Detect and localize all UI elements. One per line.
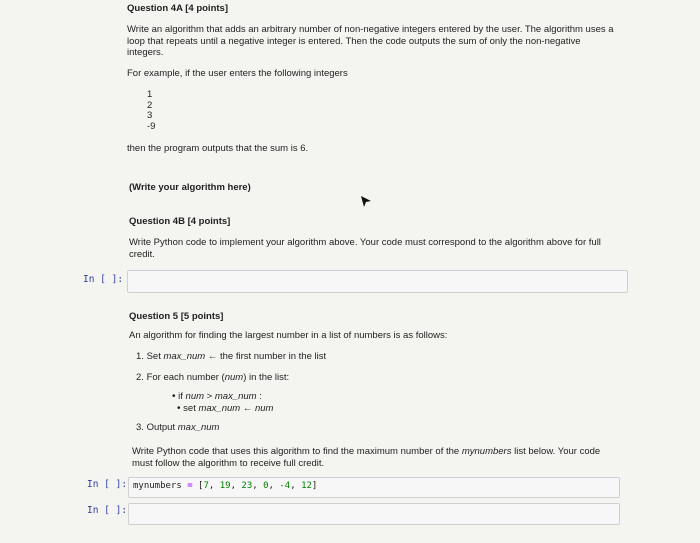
code-sep: , [208, 481, 220, 491]
variable: num [224, 372, 244, 383]
variable: max_num [198, 403, 241, 414]
code-number: 0 [263, 481, 269, 491]
q4b-heading: Question 4B [4 points] [129, 216, 231, 227]
note-text: list below. Your code [511, 446, 601, 457]
q5-set-line [177, 403, 273, 415]
q4a-line1: Write an algorithm that adds an arbitrary number of non-negative integers entered by the user. The algorithm uses a [127, 24, 614, 35]
step-number: 3. [136, 422, 144, 433]
code-variable: mynumbers [133, 481, 182, 491]
integer-item: -9 [147, 120, 156, 132]
mouse-cursor-icon [360, 195, 372, 209]
q4a-line3: integers. [127, 47, 164, 58]
code-number: 7 [203, 481, 209, 491]
cell-prompt: In [ ]: [87, 505, 128, 516]
code-number: -4 [279, 481, 291, 491]
code-cell-input[interactable] [127, 270, 628, 293]
operator: > [206, 391, 213, 402]
q5-note [132, 446, 622, 469]
integer-item: 2 [147, 99, 153, 111]
q4a-line2: loop that repeats until a negative integer is entered. Then the code outputs the sum of only the non-negative [127, 35, 581, 47]
variable: mynumbers [461, 446, 512, 457]
code-sep: , [252, 481, 264, 491]
step-number: 2. [136, 372, 144, 383]
q5-note-line1 [132, 446, 622, 458]
variable: max_num [163, 351, 206, 362]
step-text: For each number ( [146, 372, 225, 383]
colon: : [259, 391, 262, 402]
arrow-icon: ← [207, 351, 218, 362]
code-line [133, 481, 317, 491]
step-text: the first number in the list [219, 351, 327, 362]
q5-if-line [172, 391, 262, 403]
code-sep: , [268, 481, 280, 491]
q5-step1 [136, 351, 326, 363]
note-text: Write Python code that uses this algorithm to find the maximum number of the [132, 446, 462, 457]
q5-step2 [136, 372, 289, 384]
q4b-description [129, 237, 629, 260]
q4a-heading: Question 4A [4 points] [127, 3, 228, 14]
integer-item: 3 [147, 110, 153, 121]
step-text: Set [146, 351, 161, 362]
q5-heading: Question 5 [5 points] [129, 311, 224, 322]
variable: max_num [214, 391, 257, 402]
code-bracket: ] [311, 481, 318, 491]
variable: num [254, 403, 274, 414]
q4a-description [127, 24, 667, 59]
code-sep: , [230, 481, 242, 491]
integer-list [147, 90, 155, 132]
cell-prompt: In [ ]: [87, 479, 128, 490]
q4a-example: For example, if the user enters the following integers [127, 68, 348, 79]
code-number: 19 [219, 481, 231, 491]
cell-prompt: In [ ]: [83, 274, 124, 285]
bullet-icon: • [177, 403, 181, 414]
step-number: 1. [136, 351, 144, 362]
code-cell-input[interactable] [128, 503, 620, 525]
integer-item: 1 [147, 89, 153, 100]
code-number: 12 [301, 481, 312, 491]
q4a-write-here: (Write your algorithm here) [129, 182, 251, 193]
q5-note-line2: must follow the algorithm to receive full credit. [132, 457, 325, 469]
code-sep: , [290, 481, 302, 491]
q4b-line1: Write Python code to implement your algorithm above. Your code must correspond to the algorithm above for full [129, 237, 601, 248]
q5-intro: An algorithm for finding the largest number in a list of numbers is as follows: [129, 330, 448, 341]
step-text: Output [146, 422, 176, 433]
code-number: 23 [241, 481, 253, 491]
variable: num [185, 391, 205, 402]
q4b-line2: credit. [129, 248, 155, 260]
q5-step3 [136, 422, 219, 434]
code-operator: = [187, 481, 193, 491]
bullet-icon: • [172, 391, 176, 402]
arrow-icon: ← [242, 403, 253, 414]
code-cell-input[interactable] [128, 477, 620, 498]
code-bracket: [ [198, 481, 204, 491]
q4a-result: then the program outputs that the sum is 6. [127, 143, 309, 154]
step-text: ) in the list: [243, 372, 290, 383]
variable: max_num [177, 422, 220, 433]
keyword: set [183, 403, 196, 414]
keyword: if [178, 391, 183, 402]
